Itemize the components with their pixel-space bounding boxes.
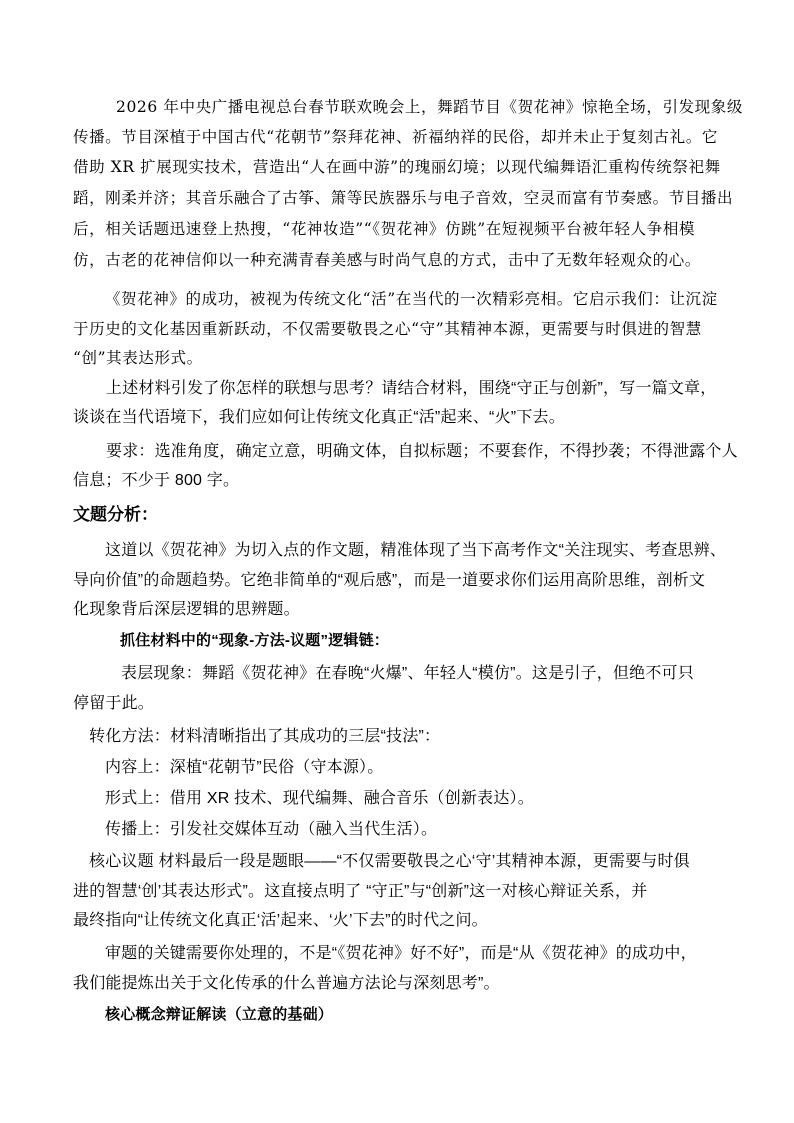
core-topic-line: 核心议题 材料最后一段是题眼——“不仅需要敬畏之心‘守’其精神本源，更需要与时俱 [89, 853, 690, 870]
material-line: 借助 XR 扩展现实技术，营造出“人在画中游”的瑰丽幻境；以现代编舞语汇重构传统祭祀舞 [73, 158, 721, 176]
logic-chain-heading: 抓住材料中的“现象-方法-议题”逻辑链： [120, 632, 389, 649]
key-point-line: 我们能提炼出关于文化传承的什么普遍方法论与深刻思考”。 [73, 975, 500, 992]
method-form: 形式上：借用 XR 技术、现代编舞、融合音乐（创新表达）。 [105, 790, 534, 807]
material-line: 蹈，刚柔并济；其音乐融合了古筝、箫等民族器乐与电子音效，空灵而富有节奏感。节目播出 [73, 189, 734, 207]
material-line: “创”其表达形式。 [73, 349, 203, 367]
surface-phenomenon-line: 表层现象：舞蹈《贺花神》在春晚“火爆”、年轻人“模仿”。这是引子，但绝不可只 [121, 665, 694, 682]
key-point-line: 审题的关键需要你处理的，不是“《贺花神》好不好”，而是“从《贺花神》的成功中， [105, 945, 697, 962]
material-line: 《贺花神》的成功，被视为传统文化“活”在当代的一次精彩亮相。它启示我们：让沉淀 [105, 290, 718, 308]
material-line: 传播。节目深植于中国古代“花朝节”祭拜花神、祈福纳祥的民俗，却并未止于复刻古礼。它 [73, 128, 718, 146]
prompt-line: 上述材料引发了你怎样的联想与思考？请结合材料，围绕“守正与创新”，写一篇文章， [106, 380, 717, 397]
material-line: 后，相关话题迅速登上热搜，“花神妆造”“《贺花神》仿跳”在短视频平台被年轻人争相模 [73, 220, 696, 238]
material-line: 仿，古老的花神信仰以一种充满青春美感与时尚气息的方式，击中了无数年轻观众的心。 [73, 251, 701, 269]
analysis-heading: 文题分析： [73, 505, 158, 524]
material-line: 于历史的文化基因重新跃动，不仅需要敬畏之心“守”其精神本源，更需要与时俱进的智慧 [73, 320, 702, 338]
requirement-line: 要求：选准角度，确定立意，明确文体，自拟标题；不要套作，不得抄袭；不得泄露个人 [106, 443, 738, 460]
concept-heading: 核心概念辩证解读（立意的基础） [105, 1006, 334, 1023]
surface-phenomenon-line: 停留于此。 [73, 695, 155, 712]
transform-method: 转化方法：材料清晰指出了其成功的三层“技法”： [89, 728, 441, 745]
material-line: 2026 年中央广播电视总台春节联欢晚会上，舞蹈节目《贺花神》惊艳全场，引发现象级 [116, 98, 743, 116]
prompt-line: 谈谈在当代语境下，我们应如何让传统文化真正“活”起来、“火”下去。 [73, 409, 565, 426]
requirement-line: 信息；不少于 800 字。 [73, 472, 240, 489]
method-spread: 传播上：引发社交媒体互动（融入当代生活）。 [105, 821, 438, 838]
core-topic-line: 进的智慧‘创’其表达形式”。这直接点明了 “守正”与“创新”这一对核心辩证关系，并 [73, 883, 648, 900]
core-topic-line: 最终指向“让传统文化真正‘活’起来、‘火’下去”的时代之问。 [73, 912, 488, 929]
analysis-intro-line: 化现象背后深层逻辑的思辨题。 [73, 601, 300, 618]
method-content: 内容上：深植“花朝节”民俗（守本源）。 [105, 759, 384, 776]
analysis-intro-line: 这道以《贺花神》为切入点的作文题，精准体现了当下高考作文“关注现实、考查思辨、 [105, 542, 727, 559]
analysis-intro-line: 导向价值”的命题趋势。它绝非简单的“观后感”，而是一道要求你们运用高阶思维，剖析文 [73, 572, 706, 589]
